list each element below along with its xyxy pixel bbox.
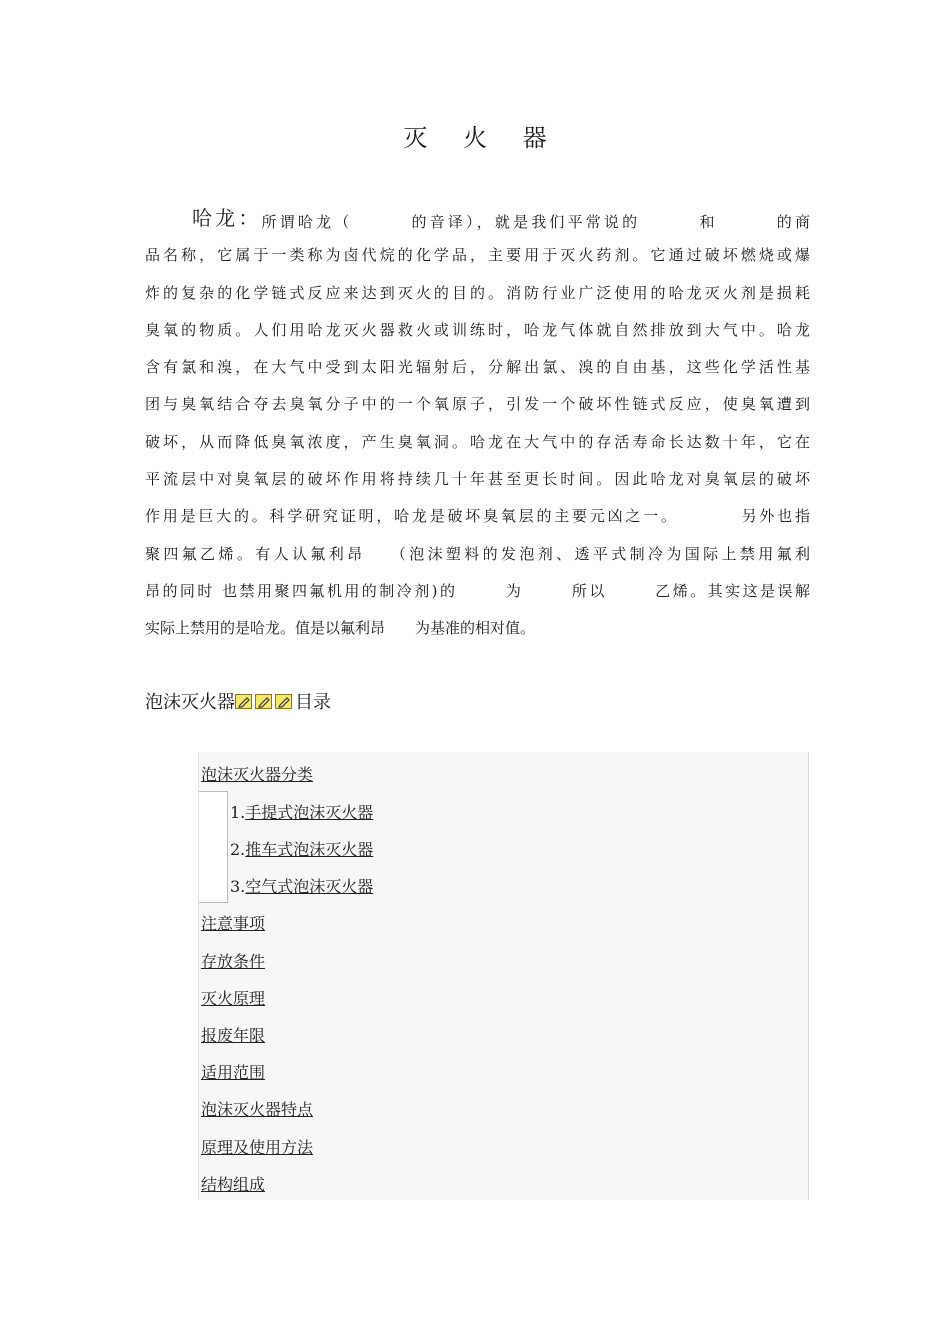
text-run: 和	[696, 213, 718, 231]
toc-link-principle[interactable]: 灭火原理	[201, 989, 266, 1008]
text-run: 实际上禁用的是哈龙。值是以氟利昂	[145, 619, 386, 638]
toc-sublink-air[interactable]	[230, 874, 373, 897]
paragraph-line: 平流层中对臭氧层的破坏作用将持续几十年甚至更长时间。因此哈龙对臭氧层的破坏	[145, 470, 810, 489]
paragraph-line: 炸的复杂的化学链式反应来达到灭火的目的。消防行业广泛使用的哈龙灭火剂是损耗	[145, 283, 810, 302]
paragraph-line: 臭氧的物质。人们用哈龙灭火器救火或训练时，哈龙气体就自然排放到大气中。哈龙	[145, 320, 810, 339]
toc-link-structure[interactable]: 结构组成	[201, 1175, 266, 1194]
toc-link-storage[interactable]: 存放条件	[201, 952, 266, 971]
text-run: 作用是巨大的。科学研究证明，哈龙是破坏臭氧层的主要元凶之一。	[145, 507, 679, 526]
paragraph-line	[145, 610, 810, 647]
edit-icon[interactable]	[235, 694, 252, 709]
text-run: 的音译），就是我们平常说的	[408, 213, 641, 231]
toc-link-scope[interactable]: 适用范围	[201, 1063, 266, 1082]
paragraph-line: 破坏，从而降低臭氧浓度，产生臭氧洞。哈龙在大气中的存活寿命长达数十年，它在	[145, 432, 810, 451]
paragraph-line	[145, 498, 810, 535]
text-run: 的商	[773, 213, 810, 231]
toc-link-label: 推车式泡沫灭火器	[245, 840, 374, 859]
halon-paragraph	[145, 200, 810, 648]
text-run: 聚四氟乙烯。有人认氟利昂	[145, 544, 366, 563]
toc-heading-title: 泡沫灭火器	[145, 692, 235, 713]
toc-heading	[145, 688, 331, 714]
edit-icon[interactable]	[255, 694, 272, 709]
toc-link-service-life[interactable]: 报废年限	[201, 1026, 266, 1045]
toc-link-precautions[interactable]: 注意事项	[201, 914, 266, 933]
paragraph-line: 含有氯和溴，在大气中受到太阳光辐射后，分解出氯、溴的自由基，这些化学活性基	[145, 358, 810, 377]
page-title: 灭 火 器	[403, 124, 561, 152]
text-run: 乙烯。其实这是误解	[652, 581, 810, 600]
text-run: 所谓哈龙（	[261, 213, 353, 231]
paragraph-line	[145, 200, 810, 237]
edit-icon[interactable]	[275, 694, 292, 709]
toc-sublink-handheld[interactable]	[230, 800, 373, 823]
toc-number: 2.	[230, 840, 246, 859]
halon-lead-term: 哈龙：	[192, 206, 262, 230]
text-run: 为	[503, 581, 524, 600]
text-run: 为基准的相对值。	[415, 619, 536, 638]
text-run: 昂的同时 也禁用聚四氟机用的制冷剂)的	[145, 581, 458, 600]
toc-link-label: 手提式泡沫灭火器	[245, 803, 374, 822]
toc-subsection-bracket	[199, 791, 228, 903]
toc-heading-suffix: 目录	[295, 692, 331, 713]
toc-sublink-cart[interactable]	[230, 837, 373, 860]
paragraph-line	[145, 573, 810, 610]
toc-link-foam-types[interactable]: 泡沫灭火器分类	[201, 765, 314, 784]
text-run: 另外也指	[738, 507, 810, 526]
toc-number: 1.	[230, 803, 246, 822]
paragraph-line: 品名称，它属于一类称为卤代烷的化学品，主要用于灭火药剂。它通过破坏燃烧或爆	[145, 246, 810, 265]
toc-link-label: 空气式泡沫灭火器	[245, 877, 374, 896]
toc-link-usage[interactable]: 原理及使用方法	[201, 1138, 314, 1157]
paragraph-line: 团与臭氧结合夺去臭氧分子中的一个氧原子，引发一个破坏性链式反应，使臭氧遭到	[145, 395, 810, 414]
text-run: （泡沫塑料的发泡剂、透平式制冷为国际上禁用氟利	[387, 544, 810, 563]
toc-link-features[interactable]: 泡沫灭火器特点	[201, 1100, 314, 1119]
paragraph-line	[145, 536, 810, 573]
text-run: 所以	[569, 581, 607, 600]
toc-number: 3.	[230, 877, 246, 896]
